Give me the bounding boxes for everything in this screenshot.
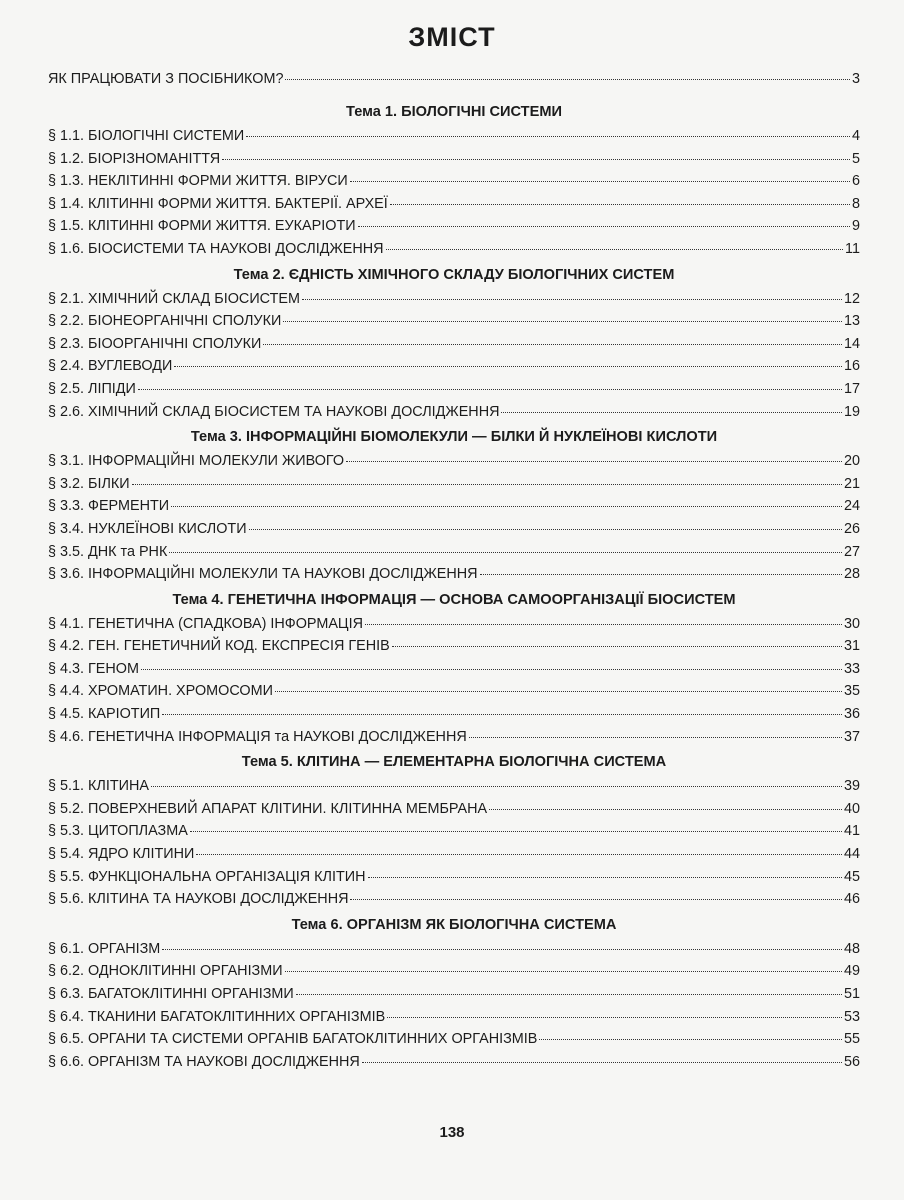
dot-leader [302, 299, 842, 300]
toc-entry[interactable] [48, 960, 860, 983]
toc-entry-page: 8 [851, 195, 860, 212]
dot-leader [162, 714, 842, 715]
dot-leader [386, 249, 844, 250]
toc-entry[interactable] [48, 541, 860, 564]
toc-entry-label: § 5.6. КЛІТИНА ТА НАУКОВІ ДОСЛІДЖЕННЯ [48, 891, 349, 908]
topic-heading: Тема 5. КЛІТИНА — ЕЛЕМЕНТАРНА БІОЛОГІЧНА СИСТЕМА [241, 754, 667, 771]
toc-entry-label: § 6.3. БАГАТОКЛІТИННІ ОРГАНІЗМИ [48, 986, 294, 1002]
toc-entry-label: § 3.1. ІНФОРМАЦІЙНІ МОЛЕКУЛИ ЖИВОГО [48, 453, 345, 470]
toc-entry-label: § 5.3. ЦИТОПЛАЗМА [48, 823, 188, 840]
dot-leader [263, 344, 842, 345]
dot-leader [350, 899, 842, 900]
dot-leader [283, 321, 842, 322]
dot-leader [296, 994, 842, 995]
toc-entry-label: § 1.1. БІОЛОГІЧНІ СИСТЕМИ [48, 128, 245, 144]
toc-entry-label: § 6.6. ОРГАНІЗМ ТА НАУКОВІ ДОСЛІДЖЕННЯ [48, 1053, 360, 1070]
toc-entry-page: 39 [843, 778, 860, 795]
toc-entry-page: 11 [845, 240, 860, 257]
toc-entry-page: 17 [843, 380, 860, 397]
toc-entry-label: § 4.4. ХРОМАТИН. ХРОМОСОМИ [48, 683, 273, 700]
toc-entry-label: § 3.5. ДНК та РНК [48, 543, 168, 560]
toc-entry-label: § 6.4. ТКАНИНИ БАГАТОКЛІТИННИХ ОРГАНІЗМІВ [48, 1008, 386, 1025]
toc-entry-page: 53 [843, 1008, 860, 1025]
toc-entry-page: 28 [843, 566, 860, 583]
toc-entry-page: 55 [843, 1031, 860, 1048]
toc-entry-page: 51 [843, 986, 860, 1002]
toc-entry-page: 27 [843, 543, 860, 560]
toc-entry-page: 16 [843, 358, 860, 375]
toc-entry-label: § 4.5. КАРІОТИП [48, 706, 161, 723]
toc-entry[interactable] [48, 148, 860, 171]
toc-entry-page: 26 [843, 520, 860, 537]
toc-entry-page: 4 [851, 128, 860, 144]
toc-entry-page: 13 [843, 313, 860, 330]
toc-entry-label: § 3.3. ФЕРМЕНТИ [48, 498, 170, 515]
toc-entry-label: § 5.4. ЯДРО КЛІТИНИ [48, 846, 195, 863]
toc-entry[interactable] [48, 288, 860, 311]
toc-entry-page: 31 [843, 638, 860, 655]
dot-leader [387, 1017, 842, 1018]
topic-heading: Тема 1. БІОЛОГІЧНІ СИСТЕМИ [346, 104, 562, 120]
toc-entry[interactable] [48, 450, 860, 473]
toc-entry[interactable] [48, 726, 860, 749]
dot-leader [275, 691, 842, 692]
topic-heading: Тема 4. ГЕНЕТИЧНА ІНФОРМАЦІЯ — ОСНОВА САМООРГАНІЗАЦІЇ БІОСИСТЕМ [172, 591, 736, 608]
toc-entry[interactable] [48, 563, 860, 586]
toc-entry-label: § 2.4. ВУГЛЕВОДИ [48, 358, 173, 375]
table-of-contents [48, 98, 860, 1073]
dot-leader [171, 506, 842, 507]
dot-leader [174, 366, 842, 367]
toc-entry-page: 44 [843, 846, 860, 863]
toc-entry[interactable] [48, 983, 860, 1006]
toc-entry[interactable] [48, 843, 860, 866]
dot-leader [392, 646, 842, 647]
toc-entry-page: 40 [843, 800, 860, 817]
toc-entry-page: 21 [843, 475, 860, 492]
toc-entry-page: 41 [843, 823, 860, 840]
toc-entry-label: § 2.5. ЛІПІДИ [48, 380, 136, 397]
toc-entry-label: § 1.3. НЕКЛІТИННІ ФОРМИ ЖИТТЯ. ВІРУСИ [48, 173, 348, 190]
toc-entry-label: § 1.5. КЛІТИННІ ФОРМИ ЖИТТЯ. ЕУКАРІОТИ [48, 218, 356, 235]
dot-leader [138, 389, 842, 390]
dot-leader [132, 484, 842, 485]
toc-entry[interactable] [48, 193, 860, 216]
toc-entry[interactable] [48, 170, 860, 193]
toc-entry-page: 30 [843, 615, 860, 632]
topic-heading: Тема 2. ЄДНІСТЬ ХІМІЧНОГО СКЛАДУ БІОЛОГІЧНИХ СИСТЕМ [233, 266, 675, 283]
toc-entry[interactable] [48, 473, 860, 496]
toc-entry-page: 5 [851, 150, 860, 167]
topic-heading: Тема 3. ІНФОРМАЦІЙНІ БІОМОЛЕКУЛИ — БІЛКИ Й НУКЛЕЇНОВІ КИСЛОТИ [190, 429, 718, 446]
toc-entry[interactable] [48, 1051, 860, 1074]
dot-leader [501, 412, 842, 413]
toc-entry-label: § 5.2. ПОВЕРХНЕВИЙ АПАРАТ КЛІТИНИ. КЛІТИННА МЕМБРАНА [48, 800, 488, 817]
toc-entry-label: § 1.6. БІОСИСТЕМИ ТА НАУКОВІ ДОСЛІДЖЕННЯ [48, 240, 384, 257]
toc-entry[interactable] [48, 703, 860, 726]
dot-leader [169, 552, 842, 553]
toc-entry[interactable] [48, 635, 860, 658]
toc-entry-page: 49 [843, 963, 860, 980]
toc-entry[interactable] [48, 495, 860, 518]
dot-leader [390, 204, 850, 205]
toc-entry-label: § 1.4. КЛІТИННІ ФОРМИ ЖИТТЯ. БАКТЕРІЇ. АРХЕЇ [48, 195, 388, 212]
toc-entry-page: 19 [843, 403, 860, 420]
toc-entry[interactable] [48, 680, 860, 703]
dot-leader [469, 737, 842, 738]
dot-leader [285, 971, 842, 972]
toc-entry-label: § 3.6. ІНФОРМАЦІЙНІ МОЛЕКУЛИ ТА НАУКОВІ ДОСЛІДЖЕННЯ [48, 566, 478, 583]
toc-entry-label: § 5.5. ФУНКЦІОНАЛЬНА ОРГАНІЗАЦІЯ КЛІТИН [48, 868, 366, 885]
toc-entry[interactable] [48, 401, 860, 424]
toc-entry-page: 24 [843, 498, 860, 515]
toc-entry[interactable] [48, 68, 860, 91]
toc-entry-intro[interactable] [48, 68, 860, 91]
toc-entry-page: 56 [843, 1053, 860, 1070]
toc-entry-label: § 2.3. БІООРГАНІЧНІ СПОЛУКИ [48, 335, 262, 352]
toc-entry-page: 45 [843, 868, 860, 885]
toc-entry-label: § 2.1. ХІМІЧНИЙ СКЛАД БІОСИСТЕМ [48, 290, 300, 307]
dot-leader [222, 159, 850, 160]
toc-entry-label: § 4.6. ГЕНЕТИЧНА ІНФОРМАЦІЯ та НАУКОВІ ДОСЛІДЖЕННЯ [48, 728, 467, 745]
toc-entry-label: § 4.2. ГЕН. ГЕНЕТИЧНИЙ КОД. ЕКСПРЕСІЯ ГЕНІВ [48, 638, 390, 655]
dot-leader [162, 949, 842, 950]
topic-heading: Тема 6. ОРГАНІЗМ ЯК БІОЛОГІЧНА СИСТЕМА [291, 916, 617, 933]
toc-entry[interactable] [48, 658, 860, 681]
toc-entry[interactable] [48, 613, 860, 636]
dot-leader [362, 1062, 842, 1063]
dot-leader [249, 529, 842, 530]
dot-leader [346, 461, 842, 462]
toc-entry[interactable] [48, 1028, 860, 1051]
toc-entry-page: 33 [843, 660, 860, 677]
dot-leader [350, 181, 850, 182]
toc-entry-label: § 3.4. НУКЛЕЇНОВІ КИСЛОТИ [48, 520, 247, 537]
toc-entry[interactable] [48, 866, 860, 889]
toc-entry[interactable] [48, 888, 860, 911]
toc-entry-label: § 6.1. ОРГАНІЗМ [48, 940, 161, 957]
dot-leader [151, 786, 842, 787]
toc-entry-label: § 3.2. БІЛКИ [48, 475, 130, 492]
toc-entry[interactable] [48, 1006, 860, 1029]
toc-entry-label: § 2.2. БІОНЕОРГАНІЧНІ СПОЛУКИ [48, 313, 282, 330]
toc-entry[interactable] [48, 775, 860, 798]
dot-leader [365, 624, 842, 625]
toc-entry-label: ЯК ПРАЦЮВАТИ З ПОСІБНИКОМ? [48, 71, 284, 87]
toc-entry-label: § 4.1. ГЕНЕТИЧНА (СПАДКОВА) ІНФОРМАЦІЯ [48, 615, 363, 632]
toc-entry-page: 36 [843, 706, 860, 723]
dot-leader [196, 854, 842, 855]
toc-entry-page: 12 [843, 290, 860, 307]
toc-entry[interactable] [48, 938, 860, 961]
toc-entry-label: § 6.2. ОДНОКЛІТИННІ ОРГАНІЗМИ [48, 963, 283, 980]
dot-leader [368, 877, 842, 878]
dot-leader [539, 1039, 842, 1040]
toc-entry-page: 9 [851, 218, 860, 235]
toc-entry[interactable] [48, 518, 860, 541]
toc-entry-page: 20 [843, 453, 860, 470]
toc-entry-page: 35 [843, 683, 860, 700]
toc-entry-label: § 4.3. ГЕНОМ [48, 660, 139, 677]
toc-entry-page: 46 [843, 891, 860, 908]
toc-entry-page: 14 [843, 335, 860, 352]
dot-leader [285, 79, 850, 80]
dot-leader [489, 809, 842, 810]
toc-entry-page: 48 [843, 940, 860, 957]
page-title: ЗМІСТ [408, 22, 496, 52]
toc-entry[interactable] [48, 125, 860, 148]
toc-entry-label: § 6.5. ОРГАНИ ТА СИСТЕМИ ОРГАНІВ БАГАТОКЛІТИННИХ ОРГАНІЗМІВ [48, 1031, 538, 1048]
toc-entry[interactable] [48, 238, 860, 261]
toc-entry-label: § 1.2. БІОРІЗНОМАНІТТЯ [48, 150, 221, 167]
dot-leader [480, 574, 842, 575]
page-number: 138 [439, 1124, 465, 1141]
toc-entry[interactable] [48, 820, 860, 843]
dot-leader [358, 226, 850, 227]
toc-entry[interactable] [48, 310, 860, 333]
toc-entry[interactable] [48, 215, 860, 238]
dot-leader [246, 136, 850, 137]
toc-entry-page: 3 [851, 71, 860, 87]
dot-leader [141, 669, 842, 670]
dot-leader [190, 831, 842, 832]
toc-entry-page: 37 [843, 728, 860, 745]
toc-entry[interactable] [48, 355, 860, 378]
toc-entry-label: § 2.6. ХІМІЧНИЙ СКЛАД БІОСИСТЕМ ТА НАУКОВІ ДОСЛІДЖЕННЯ [48, 403, 500, 420]
toc-entry[interactable] [48, 798, 860, 821]
toc-entry-page: 6 [851, 173, 860, 190]
toc-entry[interactable] [48, 333, 860, 356]
toc-entry-label: § 5.1. КЛІТИНА [48, 778, 149, 795]
toc-entry[interactable] [48, 378, 860, 401]
